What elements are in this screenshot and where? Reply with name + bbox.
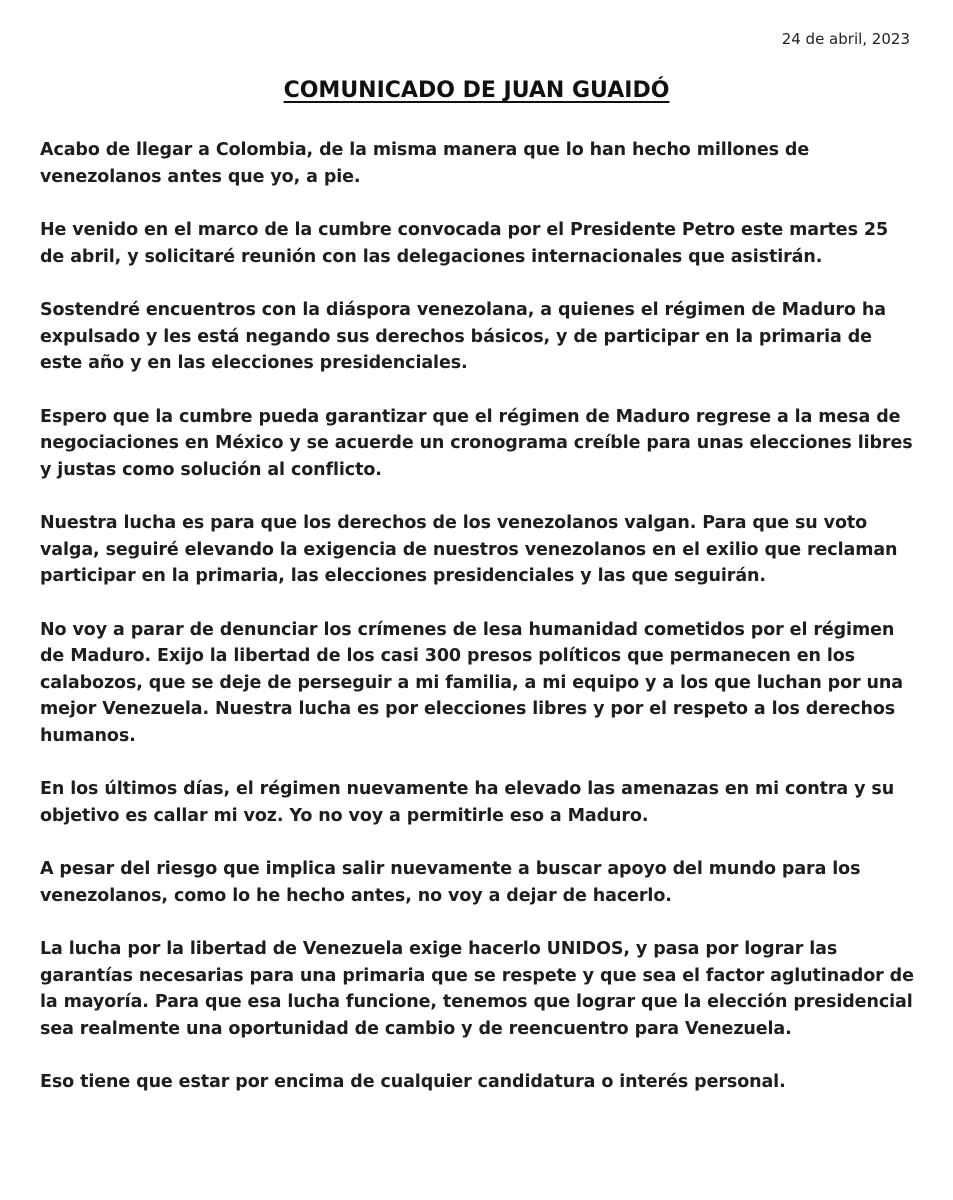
- paragraph: En los últimos días, el régimen nuevamente ha elevado las amenazas en mi contra y su objetivo es callar mi voz. Yo no voy a permitirle eso a Maduro.: [40, 779, 895, 826]
- document-date: 24 de abril, 2023: [781, 30, 910, 48]
- document-title: COMUNICADO DE JUAN GUAIDÓ: [283, 78, 670, 103]
- paragraph: A pesar del riesgo que implica salir nuevamente a buscar apoyo del mundo para los venezolanos, como lo he hecho antes, no voy a dejar de hacerlo.: [40, 859, 861, 906]
- paragraph: Espero que la cumbre pueda garantizar que el régimen de Maduro regrese a la mesa de negociaciones en México y se acuerde un cronograma creíble para unas elecciones libres y justas como solución al conflicto.: [40, 406, 913, 480]
- paragraph: He venido en el marco de la cumbre convocada por el Presidente Petro este martes 25 de abril, y solicitaré reunión con las delegaciones internacionales que asistirán.: [40, 220, 889, 267]
- paragraph: No voy a parar de denunciar los crímenes de lesa humanidad cometidos por el régimen de Maduro. Exijo la libertad de los casi 300 presos políticos que permanecen en los calabozos, que se deje de perseguir a mi familia, a mi equipo y a los que luchan por una mejor Venezuela. Nuestra lucha es por elecciones libres y por el respeto a los derechos humanos.: [40, 619, 903, 746]
- paragraph: Sostendré encuentros con la diáspora venezolana, a quienes el régimen de Maduro ha expulsado y les está negando sus derechos básicos, y de participar en la primaria de este año y en las elecciones presidenciales.: [40, 300, 886, 373]
- document-body: [40, 137, 915, 1123]
- paragraph: Nuestra lucha es para que los derechos de los venezolanos valgan. Para que su voto valga, seguiré elevando la exigencia de nuestros venezolanos en el exilio que reclaman participar en la primaria, las elecciones presidenciales y las que seguirán.: [40, 513, 898, 586]
- paragraph: Eso tiene que estar por encima de cualquier candidatura o interés personal.: [40, 1072, 786, 1092]
- paragraph: La lucha por la libertad de Venezuela exige hacerlo UNIDOS, y pasa por lograr las garantías necesarias para una primaria que se respete y que sea el factor aglutinador de la mayoría. Para que esa lucha funcione, tenemos que lograr que la elección presidencial sea realmente una oportunidad de cambio y de reencuentro para Venezuela.: [40, 939, 914, 1039]
- paragraph: Acabo de llegar a Colombia, de la misma manera que lo han hecho millones de venezolanos antes que yo, a pie.: [40, 140, 810, 187]
